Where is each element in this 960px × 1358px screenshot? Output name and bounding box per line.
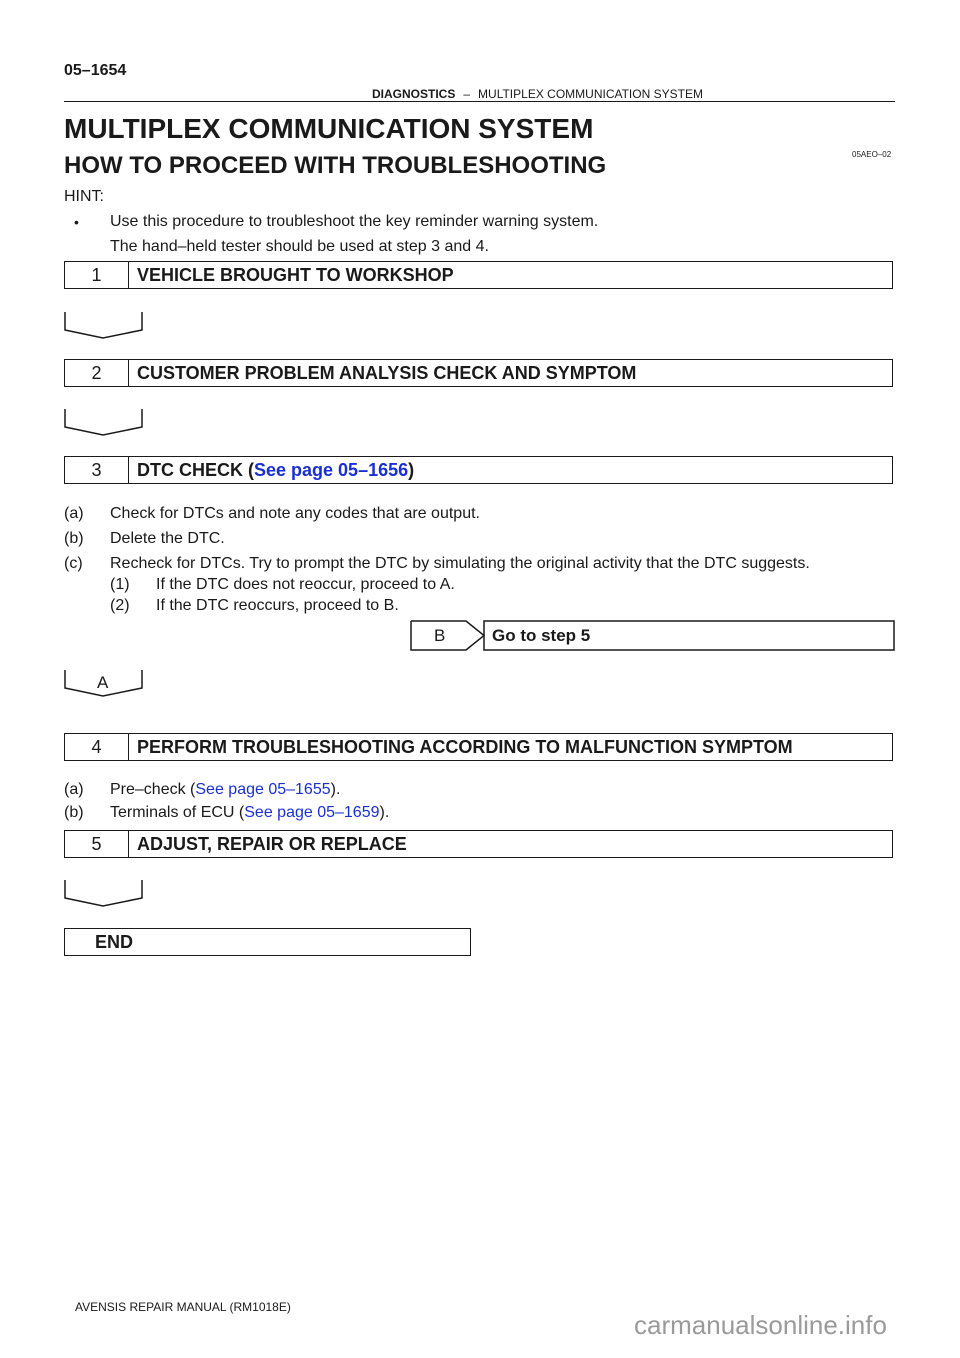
hint-bullet: • (74, 214, 79, 230)
watermark-text: carmanualsonline.info (634, 1310, 887, 1340)
item-text: Delete the DTC. (110, 530, 225, 547)
page-title: MULTIPLEX COMMUNICATION SYSTEM (64, 113, 594, 144)
step-number: 2 (65, 360, 129, 386)
footer-text: AVENSIS REPAIR MANUAL (RM1018E) (75, 1300, 291, 1314)
running-header (372, 87, 703, 101)
doc-id: 05AEO–02 (852, 150, 892, 159)
item-mark: (c) (64, 555, 83, 572)
step-4-box (64, 733, 893, 761)
step-5-box (64, 830, 893, 858)
see-page-link[interactable]: See page 05–1656 (254, 459, 409, 480)
step-1-box (64, 261, 893, 289)
item-text-post: ). (330, 781, 341, 798)
page-number: 05–1654 (64, 62, 127, 79)
hint-line-1: Use this procedure to troubleshoot the key reminder warning system. (110, 213, 599, 230)
item-mark: (2) (110, 597, 130, 614)
header-separator: – (463, 87, 471, 101)
item-text-pre: Terminals of ECU ( (110, 804, 245, 821)
step-number: 4 (65, 734, 129, 760)
item-mark: (b) (64, 530, 84, 547)
flow-arrow-icon (64, 407, 143, 437)
step-number: 3 (65, 457, 129, 483)
item-text: Recheck for DTCs. Try to prompt the DTC by simulating the original activity that the DTC suggests. (110, 555, 810, 572)
branch-b-box (410, 620, 896, 652)
step-label-text: DTC CHECK ( (137, 459, 254, 480)
item-text (110, 781, 340, 799)
item-text: If the DTC does not reoccur, proceed to A. (156, 576, 455, 593)
section-title: HOW TO PROCEED WITH TROUBLESHOOTING (64, 152, 607, 179)
hint-line-2: The hand–held tester should be used at step 3 and 4. (110, 238, 489, 255)
step-2-box (64, 359, 893, 387)
step-number: 1 (65, 262, 129, 288)
item-text: If the DTC reoccurs, proceed to B. (156, 597, 399, 614)
step-3-box (64, 456, 893, 484)
hint-label: HINT: (64, 188, 104, 205)
step-label (129, 460, 414, 481)
header-subsection: MULTIPLEX COMMUNICATION SYSTEM (478, 87, 703, 101)
see-page-link[interactable]: See page 05–1655 (195, 781, 331, 798)
end-label: END (95, 931, 134, 952)
item-mark: (b) (64, 804, 84, 821)
step-label: VEHICLE BROUGHT TO WORKSHOP (137, 264, 454, 285)
item-mark: (a) (64, 781, 84, 798)
item-text-pre: Pre–check ( (110, 781, 196, 798)
branch-b-label: Go to step 5 (492, 626, 591, 645)
flow-arrow-icon (64, 878, 143, 908)
step-label: PERFORM TROUBLESHOOTING ACCORDING TO MALFUNCTION SYMPTOM (137, 736, 793, 757)
item-mark: (a) (64, 505, 84, 522)
branch-a-letter: A (97, 673, 109, 692)
flow-arrow-icon (64, 310, 143, 340)
item-mark: (1) (110, 576, 130, 593)
item-text (110, 804, 389, 822)
see-page-link[interactable]: See page 05–1659 (244, 804, 380, 821)
step-label: ADJUST, REPAIR OR REPLACE (137, 833, 407, 854)
step-label: CUSTOMER PROBLEM ANALYSIS CHECK AND SYMPTOM (137, 362, 637, 383)
step-label-text: ) (408, 459, 415, 480)
end-box (64, 928, 471, 956)
branch-b-letter: B (434, 626, 446, 645)
item-text-post: ). (379, 804, 390, 821)
header-rule (64, 101, 895, 102)
item-text: Check for DTCs and note any codes that are output. (110, 505, 480, 522)
step-number: 5 (65, 831, 129, 857)
header-section: DIAGNOSTICS (372, 87, 456, 101)
